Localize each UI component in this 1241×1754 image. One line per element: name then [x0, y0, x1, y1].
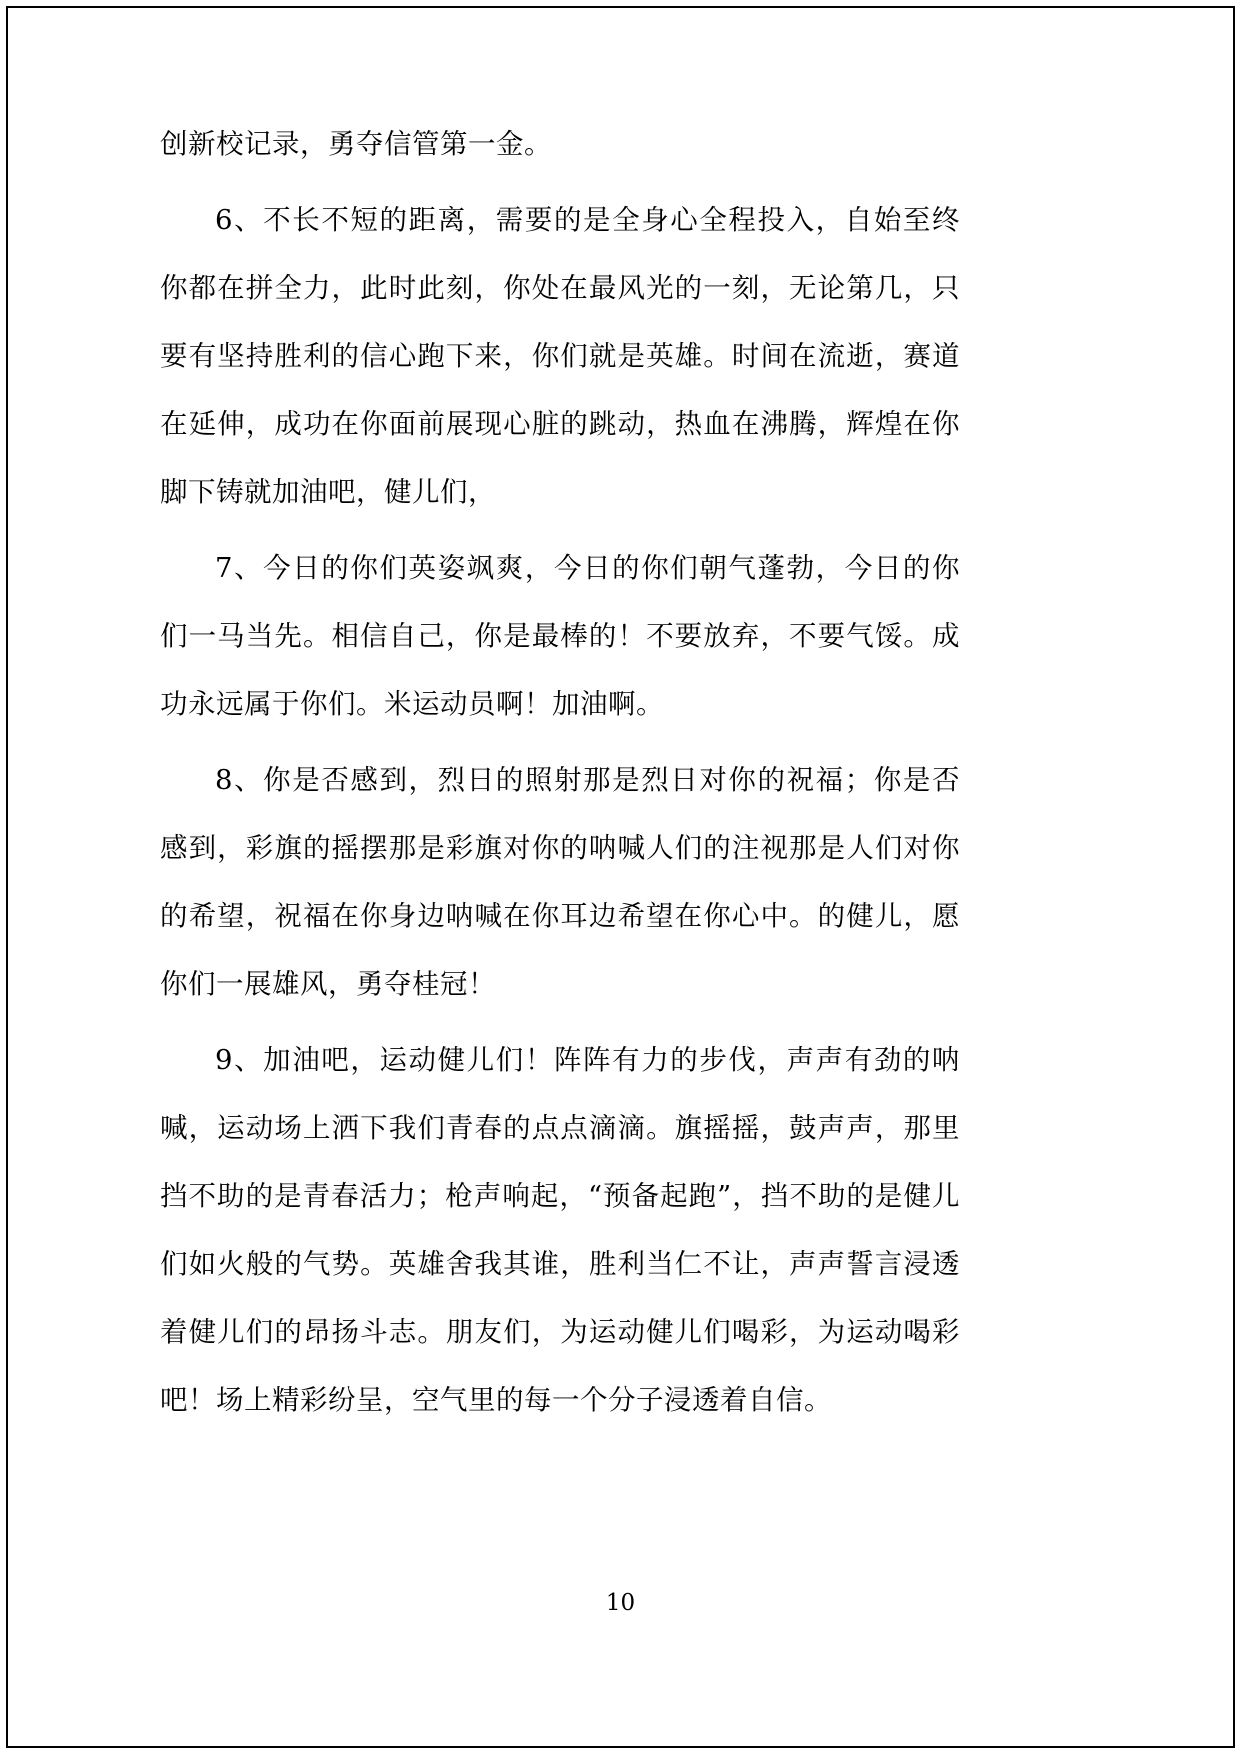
paragraph-7: 7、今日的你们英姿飒爽，今日的你们朝气蓬勃，今日的你们一马当先。相信自己，你是最棒的！不要放弃，不要气馁。成功永远属于你们。米运动员啊！加油啊。 — [160, 552, 960, 720]
paragraph-6: 6、不长不短的距离，需要的是全身心全程投入，自始至终你都在拼全力，此时此刻，你处在最风光的一刻，无论第几，只要有坚持胜利的信心跑下来，你们就是英雄。时间在流逝，赛道在延伸，成功在你面前展现心脏的跳动，热血在沸腾，辉煌在你脚下铸就加油吧，健儿们， — [160, 204, 960, 508]
paragraph-9: 9、加油吧，运动健儿们！阵阵有力的步伐，声声有劲的呐喊，运动场上洒下我们青春的点点滴滴。旗摇摇，鼓声声，那里挡不助的是青春活力；枪声响起，“预备起跑”，挡不助的是健儿们如火般的气势。英雄舍我其谁，胜利当仁不让，声声誓言浸透着健儿们的昂扬斗志。朋友们，为运动健儿们喝彩，为运动喝彩吧！场上精彩纷呈，空气里的每一个分子浸透着自信。 — [160, 1044, 960, 1416]
paragraph-continuation: 创新校记录，勇夺信管第一金。 — [160, 128, 552, 160]
paragraph-8: 8、你是否感到，烈日的照射那是烈日对你的祝福；你是否感到，彩旗的摇摆那是彩旗对你的呐喊人们的注视那是人们对你的希望，祝福在你身边呐喊在你耳边希望在你心中。的健儿，愿你们一展雄风，勇夺桂冠！ — [160, 764, 960, 1000]
page-number: 10 — [605, 1590, 636, 1616]
document-body — [160, 110, 960, 1442]
